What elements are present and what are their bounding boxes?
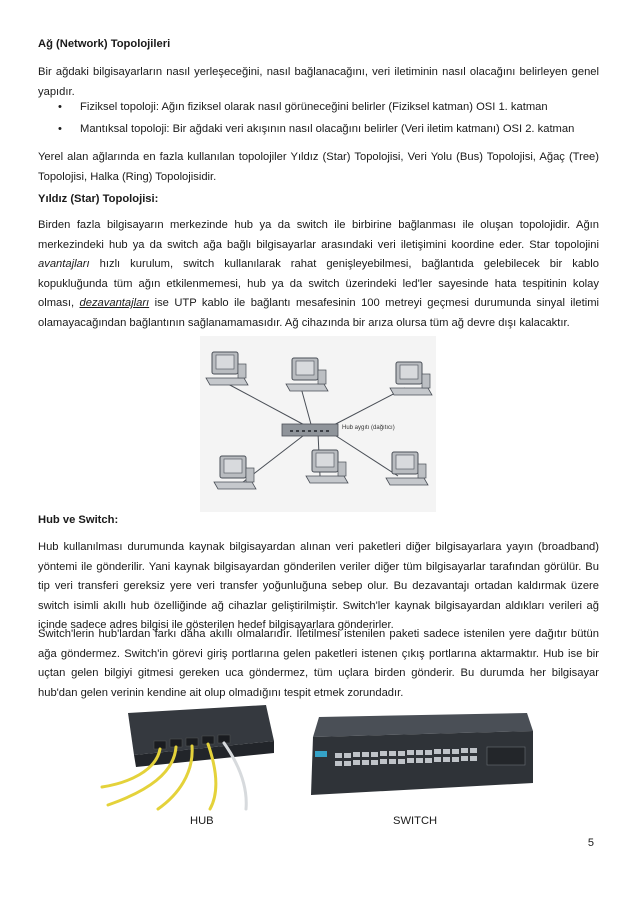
switch-logo bbox=[315, 751, 327, 757]
intro-paragraph: Bir ağdaki bilgisayarların nasıl yerleşeceğini, nasıl bağlanacağını, veri iletiminin nasıl olacağını belirleyen genel yapıdır. bbox=[38, 66, 599, 98]
list-item-physical bbox=[58, 96, 603, 118]
hub-paragraph: Hub kullanılması durumunda kaynak bilgisayardan alınan veri paketleri diğer bilgisayarlara yayın (broadband) yöntemi ile gönderilir. Yani kaynak bilgisayardan gönderilen veriler diğer tüm bilgisayarlar tarafından görülür. Bu tip veri transferi gereksiz yere veri transfer yoğunluğuna sebep olur. Bu dezavantajı ortadan kaldırmak üzere switch isimli akıllı hub özelliğinde ağ cihazlar geliştirilmiştir. Switch'ler kaynak bilgisayardan aldıkları verileri ağ içinde sadece adres bilgisi ile gösterilen hedef bilgisayarlara gönderirler. bbox=[38, 541, 599, 631]
switch-caption: SWITCH bbox=[393, 815, 438, 827]
switch-photo bbox=[305, 711, 535, 805]
star-topology-diagram bbox=[200, 336, 436, 512]
page-number: 5 bbox=[587, 837, 594, 849]
hub-device-icon bbox=[282, 424, 338, 436]
star-text-3: ise UTP kablo ile bağlantı mesafesinin 100 metreyi geçmesi durumunda sinyal iletimi olamayacağından bağlantının sağlanamamasıdır. Ağ cihazında bir arıza olursa tüm ağ devre dışı kalacaktır. bbox=[38, 297, 600, 329]
star-text-1: Birden fazla bilgisayarın merkezinde hub ya da switch ile birbirine bağlanması ile oluşan topolojidir. Ağın merkezindeki hub ya da switch ağa bağlı bilgisayarlar arasındaki veri iletişimini koordine eder. Star topolojini bbox=[38, 219, 599, 251]
star-text-2: hızlı kurulum, switch kullanılarak rahat genişleyebilmesi, bağlantıda gelebilecek bir kablo kopukluğunda tüm ağın etkilenmemesi, hub ya da switch üzerindeki led'ler sayesinde hata tespitinin kolay olması, bbox=[38, 258, 599, 309]
hub-photo bbox=[98, 701, 278, 811]
bullet-icon: • bbox=[58, 123, 62, 135]
star-advantages-word: avantajları bbox=[38, 258, 90, 270]
heading-network-topologies: Ağ (Network) Topolojileri bbox=[38, 38, 171, 50]
star-paragraph bbox=[38, 216, 599, 333]
list-item-text: Fiziksel topoloji: Ağın fiziksel olarak nasıl görüneceğini belirler (Fiziksel katman) OSI 1. katman bbox=[80, 101, 548, 113]
topology-type-list bbox=[58, 96, 603, 140]
heading-star-topology: Yıldız (Star) Topolojisi: bbox=[38, 193, 159, 205]
list-item-text: Mantıksal topoloji: Bir ağdaki veri akışının nasıl olacağını belirler (Veri iletim katmanı) OSI 2. katman bbox=[80, 123, 575, 135]
hub-label: Hub aygıtı (dağıtıcı) bbox=[342, 425, 395, 431]
heading-hub-switch: Hub ve Switch: bbox=[38, 514, 119, 526]
list-item-logical bbox=[58, 118, 603, 140]
topologies-paragraph: Yerel alan ağlarında en fazla kullanılan topolojiler Yıldız (Star) Topolojisi, Veri Yolu (Bus) Topolojisi, Ağaç (Tree) Topolojisi, Halka (Ring) Topolojisidir. bbox=[38, 151, 599, 183]
hub-caption: HUB bbox=[190, 815, 214, 827]
star-disadvantages-word: dezavantajları bbox=[79, 297, 150, 309]
switch-paragraph: Switch'lerin hub'lardan farkı daha akıllı olmalarıdır. İletilmesi istenilen paketi sadece istenilen yere dağıtır bütün ağa göndermez. Switch'in görevi giriş portlarına gelen paketleri istenen çıkış portlarına aktarmaktır. Hub ise bir uçtan gelen bilgiyi gitmesi gereken uca göndermez, tüm uçlara birden gönderir. Bu durumda her bilgisayar hub'dan gelen verinin kendine ait olup olmadığını tespit etmek zorundadır. bbox=[38, 628, 599, 699]
bullet-icon: • bbox=[58, 101, 62, 113]
